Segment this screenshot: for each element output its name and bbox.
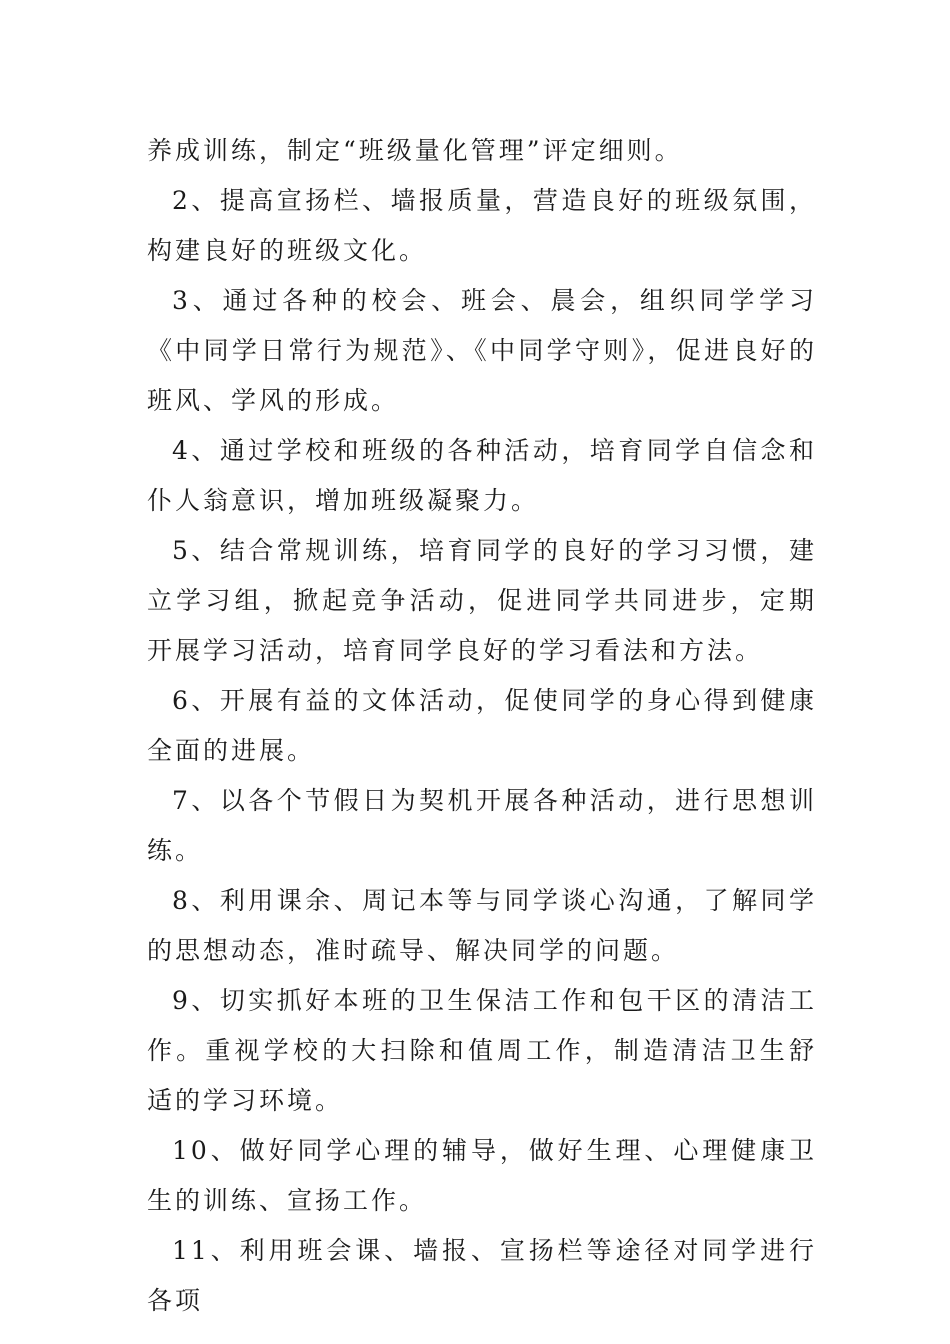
- paragraph-6: 6、开展有益的文体活动，促使同学的身心得到健康全面的进展。: [147, 686, 817, 765]
- paragraph-4: 4、通过学校和班级的各种活动，培育同学自信念和仆人翁意识，增加班级凝聚力。: [147, 436, 817, 515]
- paragraph-8: 8、利用课余、周记本等与同学谈心沟通，了解同学的思想动态，准时疏导、解决同学的问题。: [147, 886, 817, 965]
- paragraph-7: 7、以各个节假日为契机开展各种活动，进行思想训练。: [147, 786, 817, 865]
- paragraph-5: 5、结合常规训练，培育同学的良好的学习习惯，建立学习组，掀起竞争活动，促进同学共同进步，定期开展学习活动，培育同学良好的学习看法和方法。: [147, 536, 817, 665]
- paragraph-9: 9、切实抓好本班的卫生保洁工作和包干区的清洁工作。重视学校的大扫除和值周工作，制造清洁卫生舒适的学习环境。: [147, 986, 817, 1115]
- paragraph-11: 11、利用班会课、墙报、宣扬栏等途径对同学进行各项: [147, 1236, 817, 1315]
- document-body: [147, 126, 817, 1326]
- paragraph-3: 3、通过各种的校会、班会、晨会，组织同学学习《中同学日常行为规范》、《中同学守则》，促进良好的班风、学风的形成。: [147, 286, 817, 415]
- paragraph-1: 养成训练，制定“班级量化管理”评定细则。: [147, 136, 683, 165]
- paragraph-2: 2、提高宣扬栏、墙报质量，营造良好的班级氛围，构建良好的班级文化。: [147, 186, 817, 265]
- paragraph-10: 10、做好同学心理的辅导，做好生理、心理健康卫生的训练、宣扬工作。: [147, 1136, 817, 1215]
